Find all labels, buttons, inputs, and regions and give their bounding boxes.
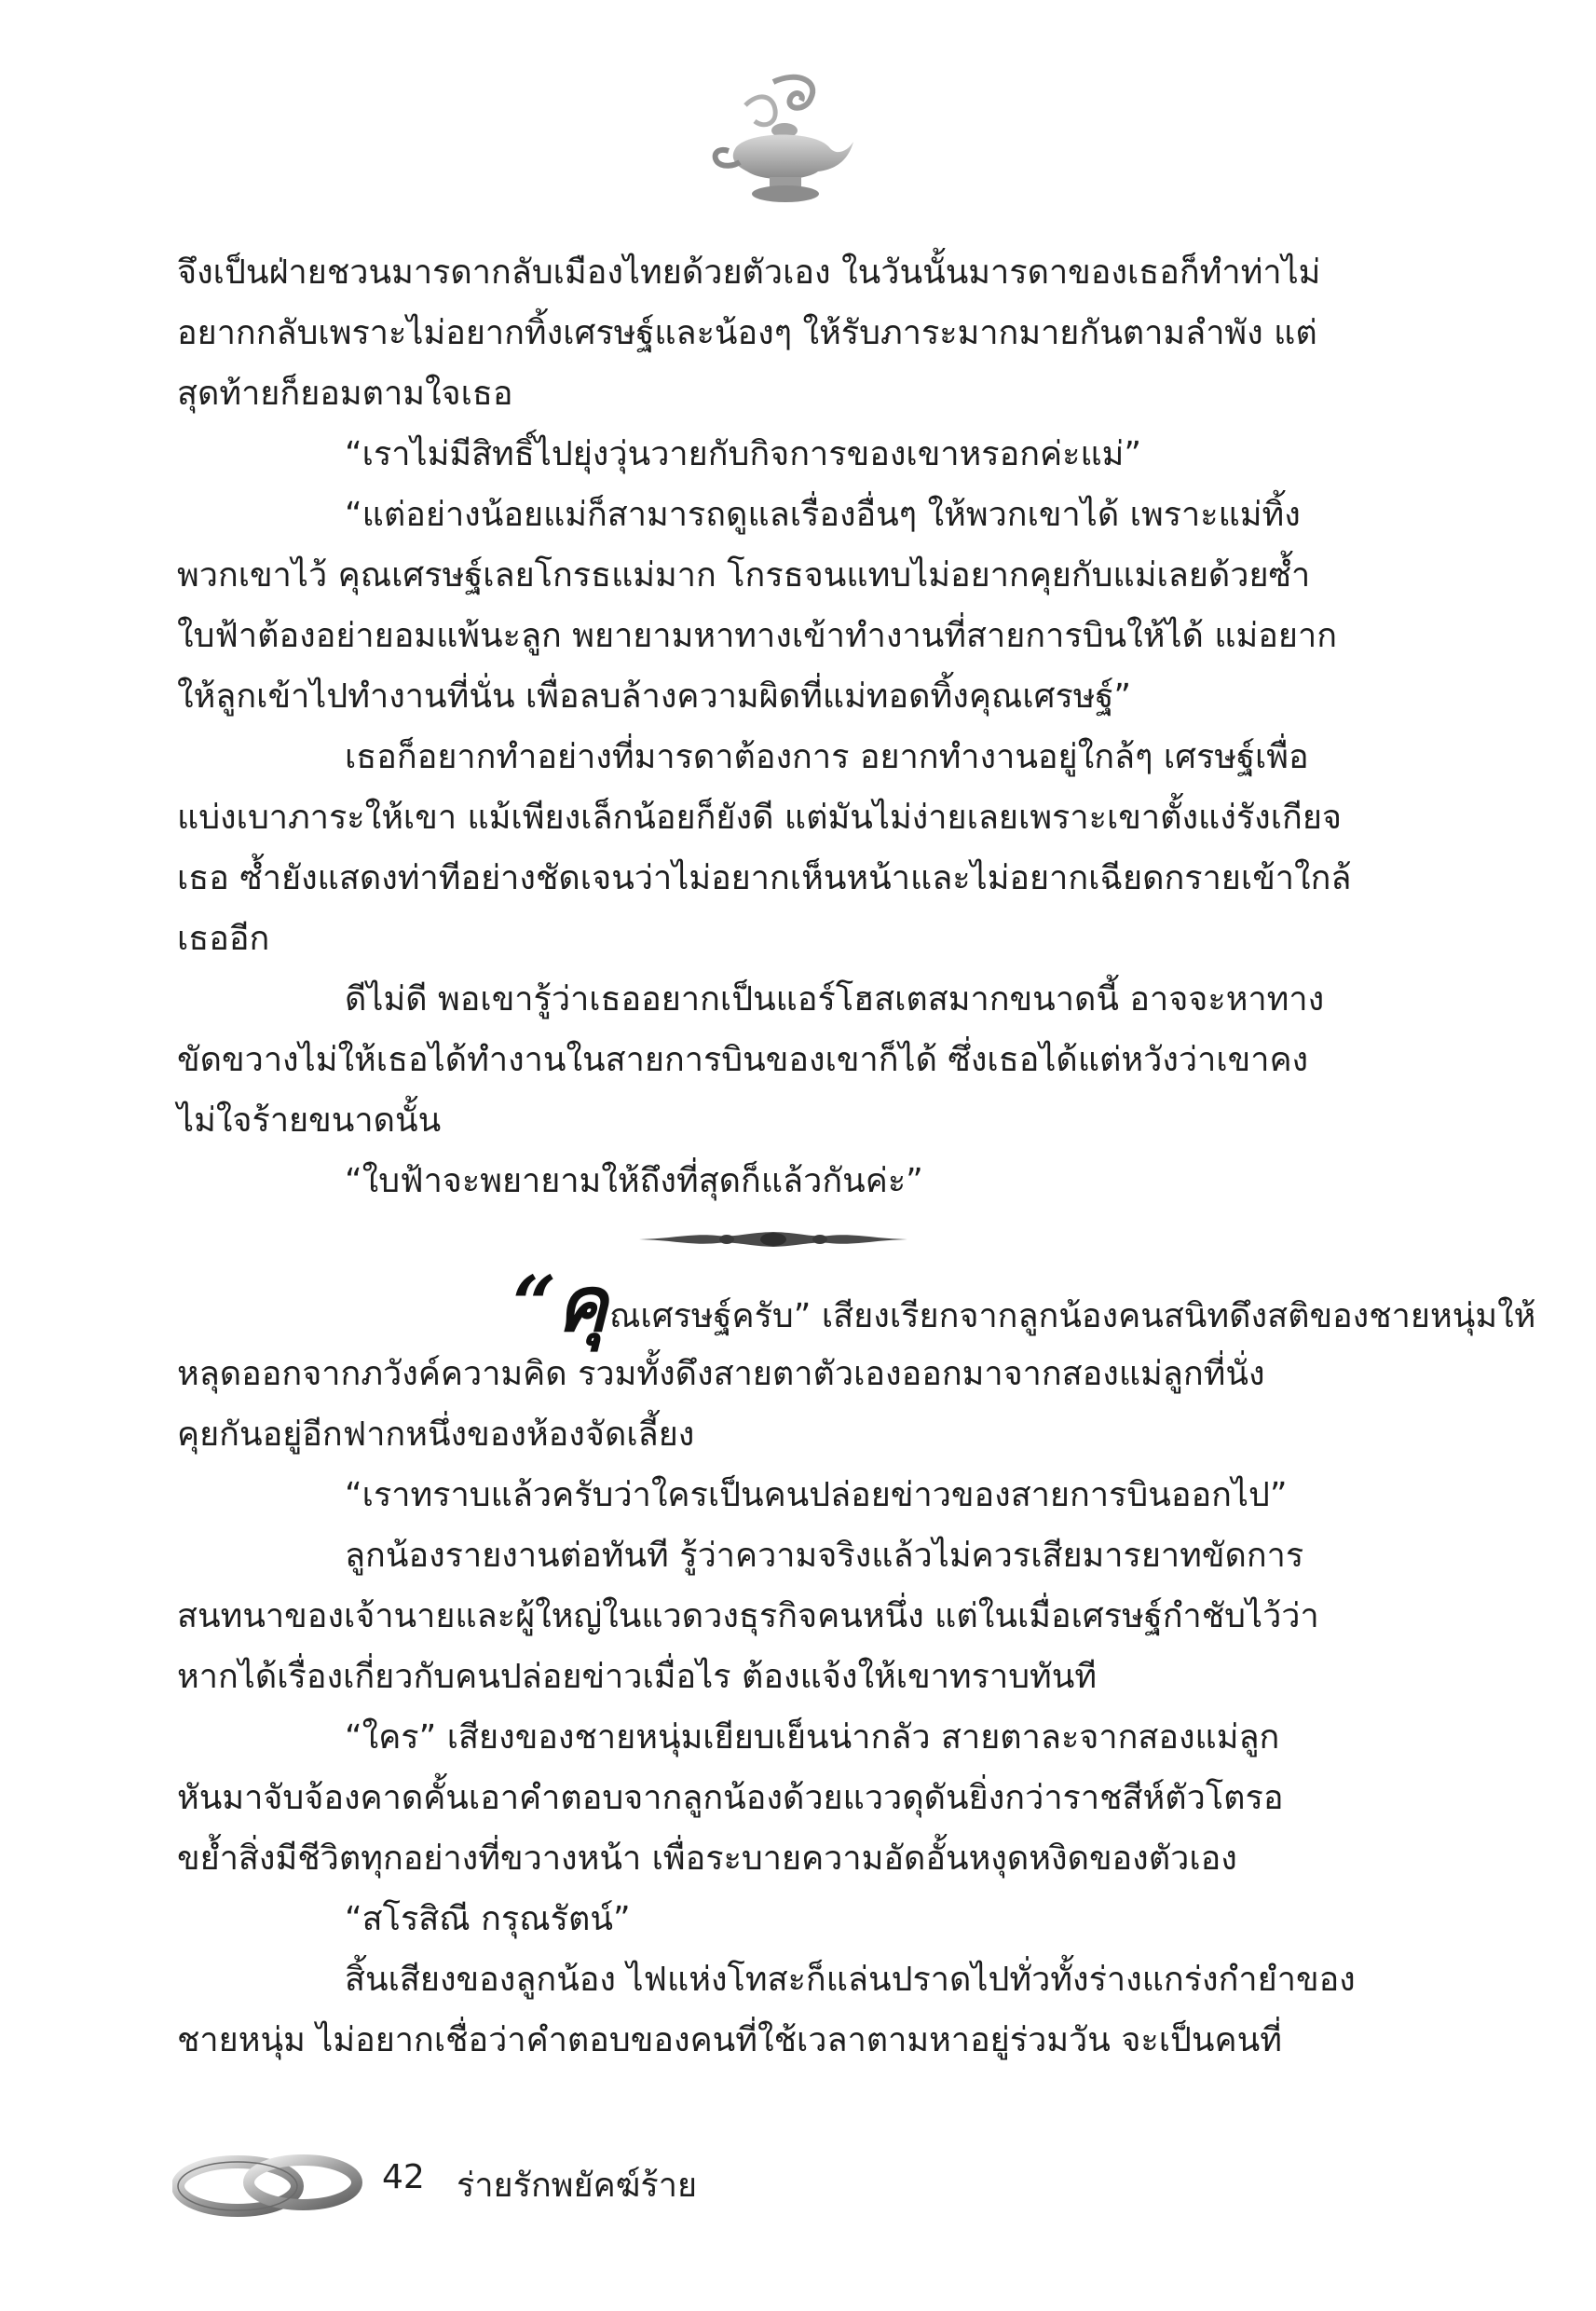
text-line: เธออีก xyxy=(177,920,270,958)
text-line: จึงเป็นฝ่ายชวนมารดากลับเมืองไทยด้วยตัวเอง ในวันนั้นมารดาของเธอก็ทำท่าไม่ xyxy=(177,253,1321,292)
text-line: พวกเขาไว้ คุณเศรษฐ์เลยโกรธแม่มาก โกรธจนแทบไม่อยากคุยกับแม่เลยด้วยซ้ำ xyxy=(177,556,1311,595)
dropcap-paragraph xyxy=(177,1260,1536,1349)
dropcap-line-text: ณเศรษฐ์ครับ” เสียงเรียกจากลูกน้องคนสนิทดึงสติของชายหนุ่มให้ xyxy=(609,1297,1536,1335)
text-line: หลุดออกจากภวังค์ความคิด รวมทั้งดึงสายตาตัวเองออกมาจากสองแม่ลูกที่นั่ง xyxy=(177,1355,1265,1393)
text-line: “ใบฟ้าจะพยายามให้ถึงที่สุดก็แล้วกันค่ะ” xyxy=(345,1162,923,1200)
page-footer xyxy=(172,2134,825,2227)
paragraphs-after xyxy=(177,1344,1374,2071)
body-text xyxy=(177,242,1536,2071)
text-line: ไม่ใจร้ายขนาดนั้น xyxy=(177,1101,442,1140)
text-line: หากได้เรื่องเกี่ยวกับคนปล่อยข่าวเมื่อไร ต้องแจ้งให้เขาทราบทันที xyxy=(177,1658,1098,1696)
text-line: สุดท้ายก็ยอมตามใจเธอ xyxy=(177,375,513,413)
page-number: 42 xyxy=(382,2158,425,2196)
text-line: สิ้นเสียงของลูกน้อง ไฟแห่งโทสะก็แล่นปราดไปทั่วทั้งร่างแกร่งกำยำของ xyxy=(345,1961,1356,1999)
text-line: “เราไม่มีสิทธิ์ไปยุ่งวุ่นวายกับกิจการของเขาหรอกค่ะแม่” xyxy=(345,435,1142,473)
text-line: “แต่อย่างน้อยแม่ก็สามารถดูแลเรื่องอื่นๆ ให้พวกเขาได้ เพราะแม่ทิ้ง xyxy=(345,496,1301,534)
text-line: หันมาจับจ้องคาดคั้นเอาคำตอบจากลูกน้องด้วยแววดุดันยิ่งกว่าราชสีห์ตัวโตรอ xyxy=(177,1779,1284,1817)
text-line: เธอก็อยากทำอย่างที่มารดาต้องการ อยากทำงานอยู่ใกล้ๆ เศรษฐ์เพื่อ xyxy=(345,738,1309,776)
text-line: “สโรสิณี กรุณรัตน์” xyxy=(345,1900,631,1938)
text-line: อยากกลับเพราะไม่อยากทิ้งเศรษฐ์และน้องๆ ให้รับภาระมากมายกันตามลำพัง แต่ xyxy=(177,314,1317,352)
text-line: “เราทราบแล้วครับว่าใครเป็นคนปล่อยข่าวของสายการบินออกไป” xyxy=(345,1476,1288,1514)
text-line: ขัดขวางไม่ให้เธอได้ทำงานในสายการบินของเขาก็ได้ ซึ่งเธอได้แต่หวังว่าเขาคง xyxy=(177,1041,1309,1079)
text-line: แบ่งเบาภาระให้เขา แม้เพียงเล็กน้อยก็ยังดี แต่มันไม่ง่ายเลยเพราะเขาตั้งแง่รังเกียจ xyxy=(177,799,1343,837)
text-line: ชายหนุ่ม ไม่อยากเชื่อว่าคำตอบของคนที่ใช้เวลาตามหาอยู่ร่วมวัน จะเป็นคนที่ xyxy=(177,2021,1282,2059)
text-line: ลูกน้องรายงานต่อทันที รู้ว่าความจริงแล้วไม่ควรเสียมารยาทขัดการ xyxy=(345,1537,1304,1575)
text-line: คุยกันอยู่อีกฟากหนึ่งของห้องจัดเลี้ยง xyxy=(177,1415,695,1454)
text-line: ขย้ำสิ่งมีชีวิตทุกอย่างที่ขวางหน้า เพื่อระบายความอัดอั้นหงุดหงิดของตัวเอง xyxy=(177,1839,1237,1878)
text-line: “ใคร” เสียงของชายหนุ่มเยียบเย็นน่ากลัว สายตาละจากสองแม่ลูก xyxy=(345,1718,1280,1757)
text-line: ดีไม่ดี พอเขารู้ว่าเธออยากเป็นแอร์โฮสเตสมากขนาดนี้ อาจจะหาทาง xyxy=(345,980,1325,1019)
text-line: สนทนาของเจ้านายและผู้ใหญ่ในแวดวงธุรกิจคนหนึ่ง แต่ในเมื่อเศรษฐ์กำชับไว้ว่า xyxy=(177,1597,1319,1635)
text-line: เธอ ซ้ำยังแสดงท่าทีอย่างชัดเจนว่าไม่อยากเห็นหน้าและไม่อยากเฉียดกรายเข้าใกล้ xyxy=(177,859,1352,897)
paragraphs-before xyxy=(177,242,1374,1211)
dropcap-letter: “คุ xyxy=(512,1260,608,1349)
genie-lamp-icon xyxy=(708,73,857,212)
decorative-divider-icon xyxy=(634,1230,913,1249)
wedding-rings-icon xyxy=(172,2134,368,2227)
section-divider xyxy=(177,1211,1374,1265)
book-title: ร่ายรักพยัคฆ์ร้าย xyxy=(457,2167,698,2205)
text-line: ใบฟ้าต้องอย่ายอมแพ้นะลูก พยายามหาทางเข้าทำงานที่สายการบินให้ได้ แม่อยาก xyxy=(177,617,1338,655)
text-line: ให้ลูกเข้าไปทำงานที่นั่น เพื่อลบล้างความผิดที่แม่ทอดทิ้งคุณเศรษฐ์” xyxy=(177,677,1132,716)
